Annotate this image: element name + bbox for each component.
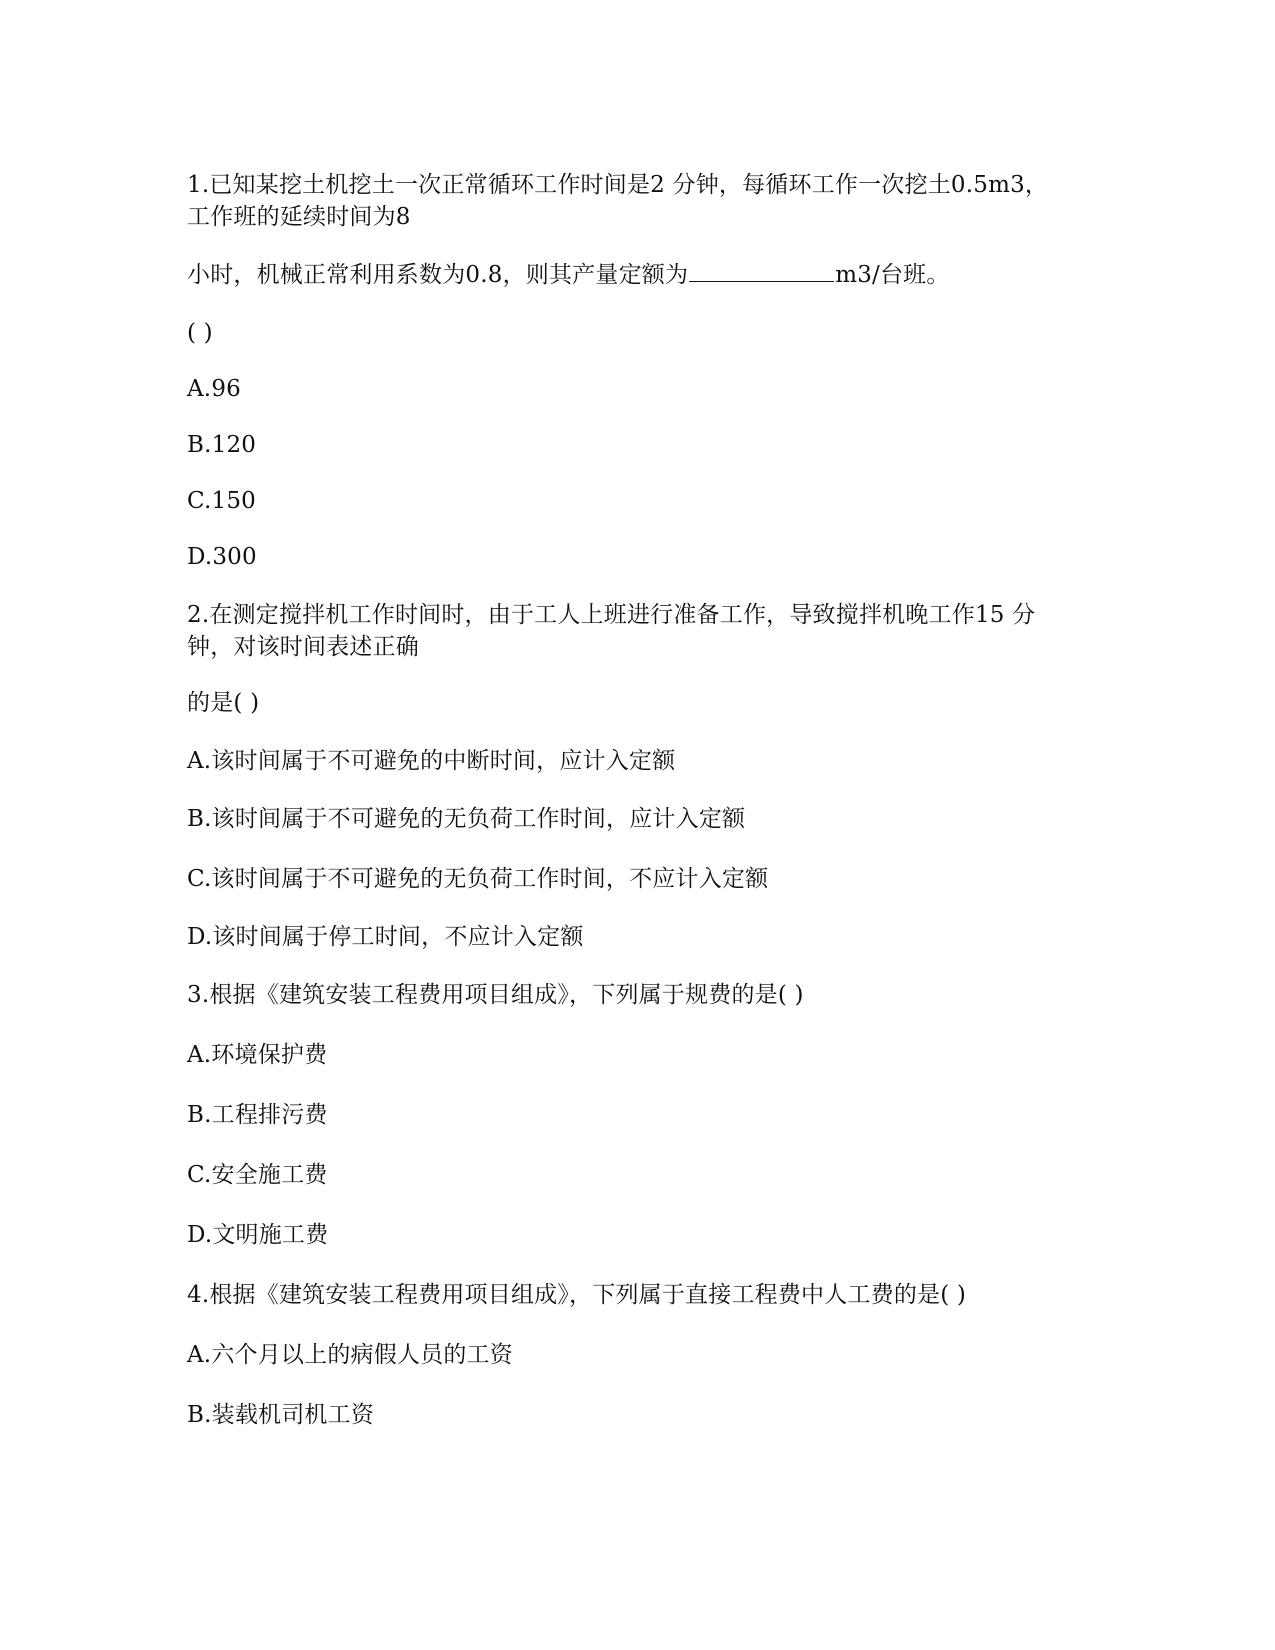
q2-option-b: B.该时间属于不可避免的无负荷工作时间，应计入定额 [187,806,746,832]
q1-option-b: B.120 [187,432,257,458]
q1-stem-line3 [187,260,950,290]
q4-option-b: B.装载机司机工资 [187,1402,375,1428]
q1-option-d: D.300 [187,544,257,570]
q1-option-a: A.96 [187,376,241,402]
q3-option-b: B.工程排污费 [187,1102,328,1128]
q4-stem: 4.根据《建筑安装工程费用项目组成》，下列属于直接工程费中人工费的是( ) [187,1282,967,1308]
q4-option-a: A.六个月以上的病假人员的工资 [187,1342,513,1368]
q2-stem-line1: 2.在测定搅拌机工作时间时，由于工人上班进行准备工作，导致搅拌机晚工作15 分 [187,602,1036,628]
q2-option-a: A.该时间属于不可避免的中断时间，应计入定额 [187,748,676,774]
q3-option-a: A.环境保护费 [187,1042,328,1068]
q1-stem-line1: 1.已知某挖土机挖土一次正常循环工作时间是2 分钟，每循环工作一次挖土0.5m3， [187,172,1049,198]
q2-option-d: D.该时间属于停工时间，不应计入定额 [187,924,584,950]
q3-option-d: D.文明施工费 [187,1222,329,1248]
answer-blank [689,261,834,282]
q1-stem-line3-before: 小时，机械正常利用系数为0.8，则其产量定额为 [187,262,689,288]
q3-option-c: C.安全施工费 [187,1162,328,1188]
q2-option-c: C.该时间属于不可避免的无负荷工作时间，不应计入定额 [187,866,769,892]
q2-stem-line2: 钟，对该时间表述正确 [187,634,419,660]
q3-stem: 3.根据《建筑安装工程费用项目组成》，下列属于规费的是( ) [187,982,804,1008]
q1-option-c: C.150 [187,488,256,514]
q2-stem-line3: 的是( ) [187,690,260,716]
q1-stem-line2: 工作班的延续时间为8 [187,204,411,230]
q1-stem-line3-after: m3/台班。 [835,262,950,288]
q1-paren: ( ) [187,320,213,346]
